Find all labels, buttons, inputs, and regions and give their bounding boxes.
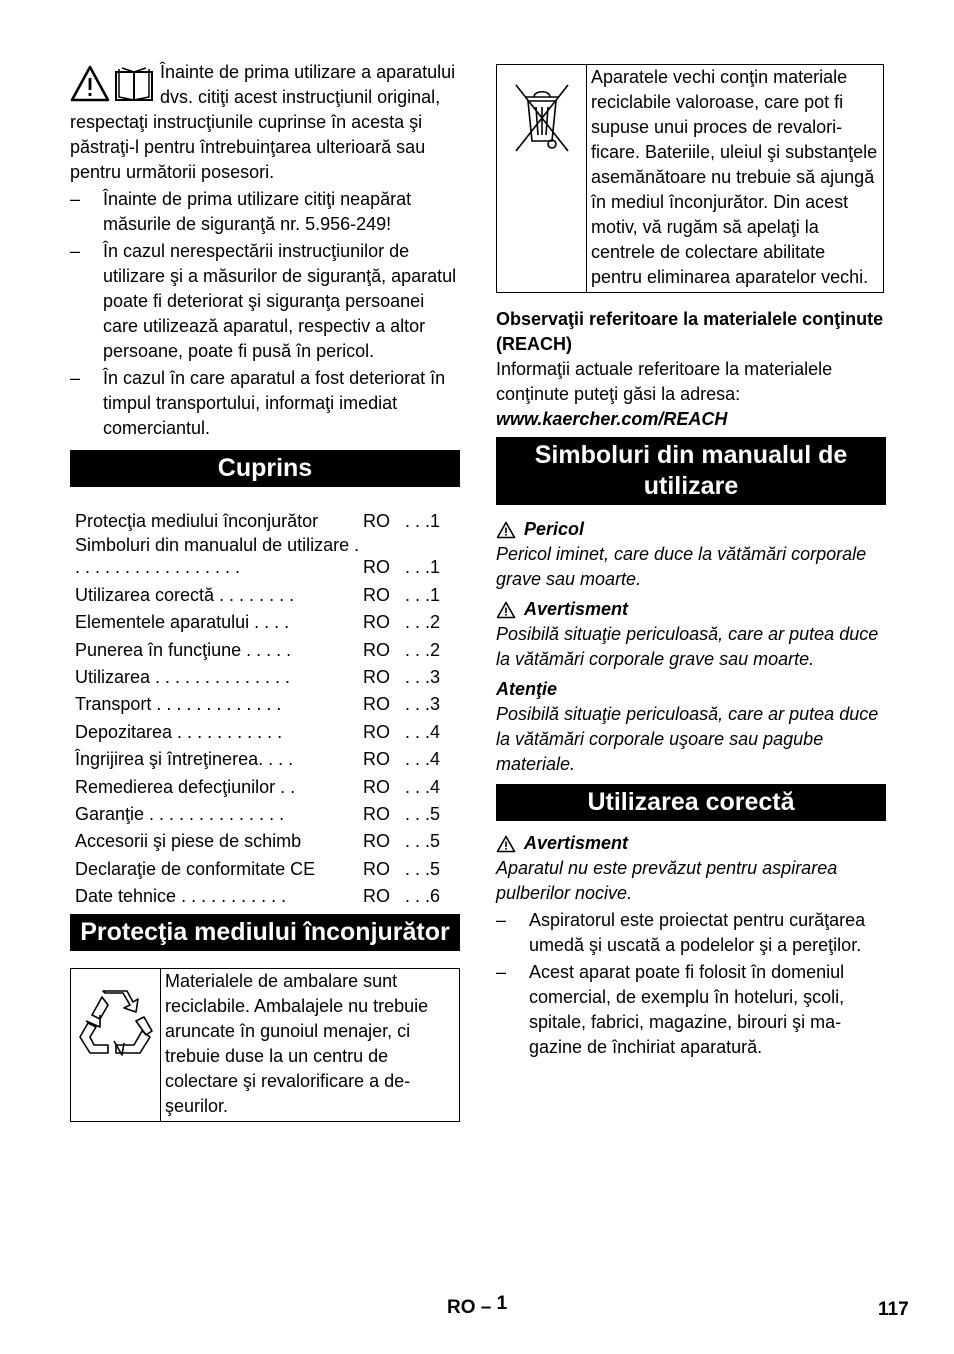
toc-title: Date tehnice . . . . . . . . . . . (75, 886, 287, 907)
toc-title: Îngrijirea şi întreţinerea. . . . (75, 749, 294, 770)
intro-paragraph: Înainte de prima utilizare a aparatului dvs. citiţi acest instrucţiunil original, respectaţi instrucţiunile cuprinse în acesta şi păstraţi-l pentru întrebuinţarea ulterioară sau pentru următorii posesori. (70, 62, 456, 182)
use-warning-text: Aparatul nu este prevăzut pentru aspirarea pulberilor nocive. (496, 858, 838, 903)
toc-title: Depozitarea . . . . . . . . . . . (75, 721, 283, 742)
toc-row[interactable] (70, 852, 460, 879)
weee-box (496, 64, 884, 293)
toc-page: . . .4 (405, 776, 441, 797)
warning-triangle-icon (496, 601, 516, 619)
intro-icons (70, 64, 160, 110)
footer-dash: – (480, 1297, 492, 1318)
toc-title: Accesorii şi piese de schimb (75, 831, 302, 852)
list-item: – Aspiratorul este proiectat pentru curăţarea umedă şi uscată a podelelor şi a pereţilor. (496, 908, 886, 958)
toc-row[interactable] (70, 825, 460, 852)
footer-section-page: 1 (496, 1293, 508, 1314)
reach-text: Informaţii actuale referitoare la materialele conţinute puteţi găsi la adresa: (496, 359, 833, 404)
toc-page: . . .5 (405, 858, 441, 879)
toc-row[interactable] (70, 505, 460, 532)
env-heading: Protecţia mediului înconjurător (70, 914, 460, 951)
danger-heading (496, 517, 886, 542)
env-box (70, 968, 460, 1122)
warning-triangle-icon (496, 521, 516, 539)
use-bullet-list (496, 908, 886, 1060)
symbols-heading: Simboluri din manualul de utilizare (496, 437, 886, 505)
toc-title: Simboluri din manualul de utilizare . . . . . . . . . . . . . . . . . . (75, 535, 360, 578)
toc-code: RO (363, 584, 390, 605)
crossed-bin-icon (512, 77, 572, 157)
caution-text: Posibilă situaţie periculoasă, care ar putea duce la vătămări corporale uşoare sau pagube materiale. (496, 704, 879, 774)
use-warning-label: Avertisment (524, 833, 629, 853)
list-item: – Acest aparat poate fi folosit în domeniul comercial, de exemplu în hoteluri, şcoli, spitale, fabrici, magazine, birouri şi magazine de închiriat aparatură. (496, 960, 886, 1060)
page-number: 117 (878, 1299, 909, 1320)
toc-page: . . .6 (405, 886, 441, 907)
toc-code: RO (363, 721, 390, 742)
use-warning-heading (496, 831, 886, 856)
toc-page: . . .1 (405, 511, 441, 532)
toc-page: . . .4 (405, 749, 441, 770)
toc-title: Declaraţie de conformitate CE (75, 858, 316, 879)
recycle-icon (78, 985, 154, 1061)
toc-code: RO (363, 776, 390, 797)
toc-heading: Cuprins (70, 450, 460, 487)
toc-title: Transport . . . . . . . . . . . . . (75, 694, 282, 715)
toc-row[interactable] (70, 688, 460, 715)
toc-row[interactable] (70, 532, 460, 578)
toc-page: . . .5 (405, 803, 441, 824)
toc-page: . . .3 (405, 694, 441, 715)
weee-text: Aparatele vechi conţin materiale reciclabile valoroase, care pot fi supuse unui proces de revalorificare. Bateriile, uleiul şi substanţele asemănătoare nu trebuie să ajungă în mediul înconjurător. Din acest motiv, vă rugăm să apelaţi la centrele de colectare abilitate pentru eliminarea aparatelor vechi. (591, 67, 878, 287)
toc-title: Punerea în funcţiune . . . . . (75, 639, 292, 660)
toc-code: RO (363, 749, 390, 770)
danger-label: Pericol (524, 519, 585, 539)
list-item: – În cazul nerespectării instrucţiunilor de utilizare şi a măsurilor de siguranţă, aparatul poate fi deteriorat şi siguranţa persoanei care utilizează aparatul, respectiv a altor persoane, poate fi pusă în pericol. (70, 239, 460, 364)
toc-page: . . .5 (405, 831, 441, 852)
caution-label: Atenţie (496, 679, 558, 699)
caution-heading (496, 677, 886, 702)
toc-row[interactable] (70, 606, 460, 633)
toc-code: RO (363, 557, 390, 578)
warning-heading (496, 597, 886, 622)
toc-page: . . .1 (405, 557, 441, 578)
toc-page: . . .4 (405, 721, 441, 742)
toc-row[interactable] (70, 661, 460, 688)
danger-text: Pericol iminet, care duce la vătămări corporale grave sau moarte. (496, 544, 867, 589)
toc-code: RO (363, 858, 390, 879)
use-heading: Utilizarea corectă (496, 784, 886, 821)
toc-row[interactable] (70, 798, 460, 825)
weee-icon-cell (497, 65, 587, 292)
left-column (70, 60, 460, 1122)
toc-code: RO (363, 694, 390, 715)
footer-section (447, 1293, 508, 1319)
list-item: – Înainte de prima utilizare citiţi neapărat măsurile de siguranţă nr. 5.956-249! (70, 187, 460, 237)
toc-row[interactable] (70, 743, 460, 770)
warning-triangle-icon (496, 835, 516, 853)
toc-code: RO (363, 886, 390, 907)
safety-bullet-list (70, 187, 460, 441)
env-icon-cell (71, 969, 161, 1121)
toc-page: . . .1 (405, 584, 441, 605)
toc-page: . . .3 (405, 666, 441, 687)
toc-code: RO (363, 831, 390, 852)
env-text: Materialele de ambalare sunt reciclabile. Ambalajele nu trebuie aruncate în gunoiul menajer, ci trebuie duse la un centru de colectare şi revalorificare a deşeurilor. (165, 971, 429, 1117)
manual-book-icon (116, 68, 152, 100)
footer-section-code: RO (447, 1297, 476, 1318)
warning-text: Posibilă situaţie periculoasă, care ar putea duce la vătămări corporale grave sau moarte. (496, 624, 879, 669)
toc-title: Utilizarea . . . . . . . . . . . . . . (75, 666, 291, 687)
reach-url[interactable]: www.kaercher.com/REACH (496, 409, 728, 429)
toc-row[interactable] (70, 770, 460, 797)
toc-table (70, 505, 460, 907)
toc-title: Remedierea defecţiunilor . . (75, 776, 296, 797)
toc-title: Utilizarea corectă . . . . . . . . (75, 584, 295, 605)
reach-heading: Observaţii referitoare la materialele conţinute (REACH) (496, 309, 884, 354)
list-item: – În cazul în care aparatul a fost deteriorat în timpul transportului, informaţi imediat comerciantul. (70, 366, 460, 441)
right-column (496, 60, 886, 1060)
toc-row[interactable] (70, 578, 460, 605)
toc-title: Elementele aparatului . . . . (75, 612, 290, 633)
toc-code: RO (363, 612, 390, 633)
toc-title: Garanţie . . . . . . . . . . . . . . (75, 803, 285, 824)
toc-code: RO (363, 666, 390, 687)
toc-row[interactable] (70, 633, 460, 660)
warning-label: Avertisment (524, 599, 629, 619)
toc-code: RO (363, 639, 390, 660)
warning-triangle-icon (70, 64, 158, 104)
toc-code: RO (363, 803, 390, 824)
toc-page: . . .2 (405, 639, 441, 660)
toc-row[interactable] (70, 715, 460, 742)
toc-title: Protecţia mediului înconjurător (75, 511, 319, 532)
toc-page: . . .2 (405, 612, 441, 633)
toc-row[interactable] (70, 880, 460, 907)
toc-code: RO (363, 511, 390, 532)
